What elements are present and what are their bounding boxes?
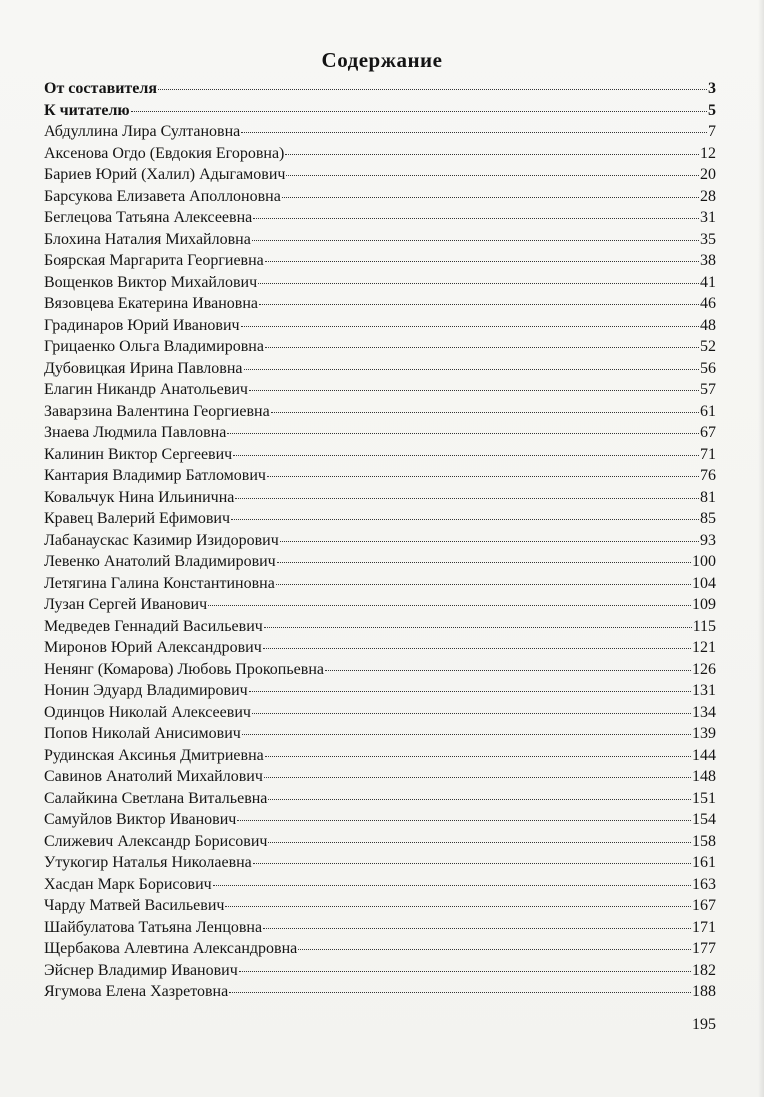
toc-entry-page: 56 xyxy=(700,359,716,377)
dot-leader xyxy=(286,175,699,176)
toc-entry xyxy=(44,100,716,122)
toc-entry xyxy=(44,874,716,896)
dot-leader xyxy=(282,197,699,198)
dot-leader xyxy=(241,132,707,133)
toc-entry-page: 151 xyxy=(692,789,716,807)
toc-entry-page: 126 xyxy=(692,660,716,678)
toc-entry xyxy=(44,164,716,186)
toc-entry-title: Летягина Галина Константиновна xyxy=(44,574,275,592)
toc-entry-title: Левенко Анатолий Владимирович xyxy=(44,553,276,570)
toc-entry xyxy=(44,530,716,552)
dot-leader xyxy=(249,691,691,692)
toc-entry-title: Салайкина Светлана Витальевна xyxy=(44,789,268,807)
toc-entry xyxy=(44,917,716,939)
toc-entry xyxy=(44,465,716,487)
toc-entry-title: Попов Николай Анисимович xyxy=(44,725,241,742)
dot-leader xyxy=(242,734,691,735)
toc-entry-page: 67 xyxy=(700,424,716,441)
toc-entry-title: Беглецова Татьяна Алексеевна xyxy=(44,209,253,226)
dot-leader xyxy=(325,670,691,671)
toc-entry-title: Рудинская Аксинья Дмитриевна xyxy=(44,746,264,764)
toc-entry-page: 31 xyxy=(700,209,716,226)
toc-entry-page: 76 xyxy=(700,467,716,484)
toc-entry-title: Савинов Анатолий Михайлович xyxy=(44,768,263,785)
toc-entry-title: Эйснер Владимир Иванович xyxy=(44,961,238,979)
toc-entry-page: 71 xyxy=(700,445,716,463)
toc-entry-title: Медведев Геннадий Васильевич xyxy=(44,617,263,635)
dot-leader xyxy=(227,433,699,434)
toc-entry xyxy=(44,508,716,530)
toc-entry-title: Ненянг (Комарова) Любовь Прокопьевна xyxy=(44,660,324,678)
toc-entry-page: 171 xyxy=(692,918,716,936)
toc-entry-page: 134 xyxy=(692,703,716,721)
toc-entry xyxy=(44,938,716,960)
dot-leader xyxy=(225,906,691,907)
toc-entry-page: 115 xyxy=(692,617,716,635)
toc-entry-page: 5 xyxy=(708,101,716,119)
toc-entry xyxy=(44,358,716,380)
dot-leader xyxy=(298,949,691,950)
dot-leader xyxy=(267,476,699,477)
toc-entry xyxy=(44,960,716,982)
toc-entry-page: 177 xyxy=(692,940,716,957)
toc-entry-page: 20 xyxy=(700,166,716,183)
toc-entry xyxy=(44,616,716,638)
toc-entry-page: 158 xyxy=(692,832,716,850)
toc-entry-page: 104 xyxy=(692,574,716,592)
dot-leader xyxy=(264,627,692,628)
toc-entry xyxy=(44,723,716,745)
toc-entry-page: 148 xyxy=(692,768,716,785)
toc-entry-title: Щербакова Алевтина Александровна xyxy=(44,940,298,957)
toc-entry-page: 3 xyxy=(708,80,716,97)
dot-leader xyxy=(258,283,699,284)
toc-entry xyxy=(44,573,716,595)
toc-entry-title: Дубовицкая Ирина Павловна xyxy=(44,359,243,377)
toc-entry xyxy=(44,207,716,229)
toc-entry-title: Аксенова Огдо (Евдокия Егоровна) xyxy=(44,144,285,162)
toc-entry-title: Боярская Маргарита Георгиевна xyxy=(44,252,264,269)
dot-leader xyxy=(235,498,699,499)
toc-entry xyxy=(44,487,716,509)
toc-entry xyxy=(44,809,716,831)
toc-entry-title: Кравец Валерий Ефимович xyxy=(44,510,231,527)
toc-entry-title: Самуйлов Виктор Иванович xyxy=(44,811,237,828)
toc-entry-title: Лабанаускас Казимир Изидорович xyxy=(44,531,279,549)
toc-entry-title: Чарду Матвей Васильевич xyxy=(44,897,225,914)
toc-entry xyxy=(44,250,716,272)
toc-entry-title: Кантария Владимир Батломович xyxy=(44,467,266,484)
toc-entry-page: 85 xyxy=(700,510,716,527)
toc-entry-page: 38 xyxy=(700,252,716,269)
dot-leader xyxy=(263,928,691,929)
toc-entry-page: 182 xyxy=(692,961,716,979)
dot-leader xyxy=(239,971,691,972)
toc-entry xyxy=(44,895,716,917)
dot-leader xyxy=(277,562,691,563)
toc-entry-title: Лузан Сергей Иванович xyxy=(44,596,208,613)
dot-leader xyxy=(264,777,691,778)
toc-entry xyxy=(44,659,716,681)
dot-leader xyxy=(263,648,691,649)
toc-entry-page: 139 xyxy=(692,725,716,742)
dot-leader xyxy=(271,412,699,413)
dot-leader xyxy=(265,347,699,348)
dot-leader xyxy=(259,304,699,305)
toc-entry-title: Калинин Виктор Сергеевич xyxy=(44,445,233,463)
toc-entry xyxy=(44,379,716,401)
toc-entry-title: Вязовцева Екатерина Ивановна xyxy=(44,295,259,312)
toc-entry-page: 93 xyxy=(700,531,716,549)
toc-entry-page: 52 xyxy=(700,338,716,355)
toc-entry-title: К читателю xyxy=(44,101,130,119)
toc-entry-page: 61 xyxy=(700,402,716,420)
dot-leader xyxy=(131,111,707,112)
toc-entry-title: Нонин Эдуард Владимирович xyxy=(44,682,248,699)
toc-entry xyxy=(44,745,716,767)
toc-entry-page: 154 xyxy=(692,811,716,828)
dot-leader xyxy=(252,713,691,714)
toc-entry xyxy=(44,702,716,724)
toc-entry-title: Заварзина Валентина Георгиевна xyxy=(44,402,270,420)
dot-leader xyxy=(285,154,699,155)
toc-entry xyxy=(44,78,716,100)
page-title: Содержание xyxy=(321,48,443,72)
page-edge-shadow xyxy=(758,0,764,1097)
toc-entry xyxy=(44,272,716,294)
toc-entry xyxy=(44,293,716,315)
toc-entry-page: 35 xyxy=(700,230,716,248)
toc-entry-page: 188 xyxy=(692,983,716,1000)
toc-entry-title: Ковальчук Нина Ильинична xyxy=(44,488,235,506)
dot-leader xyxy=(276,584,691,585)
toc-entry-title: Блохина Наталия Михайловна xyxy=(44,230,251,248)
toc-entry-title: Знаева Людмила Павловна xyxy=(44,424,227,441)
toc-entry xyxy=(44,422,716,444)
toc-entry xyxy=(44,981,716,1003)
toc-entry-title: Вощенков Виктор Михайлович xyxy=(44,273,258,291)
toc-entry xyxy=(44,594,716,616)
dot-leader xyxy=(280,541,699,542)
toc-entry-title: Елагин Никандр Анатольевич xyxy=(44,381,248,398)
toc-entry xyxy=(44,315,716,337)
toc-entry xyxy=(44,551,716,573)
toc-entry-page: 144 xyxy=(692,746,716,764)
toc-entry-title: Одинцов Николай Алексеевич xyxy=(44,703,251,721)
dot-leader xyxy=(241,326,699,327)
dot-leader xyxy=(229,992,691,993)
dot-leader xyxy=(213,885,691,886)
toc-entry-page: 41 xyxy=(700,273,716,291)
dot-leader xyxy=(237,820,691,821)
toc-entry xyxy=(44,143,716,165)
dot-leader xyxy=(265,756,691,757)
toc-entry-title: Утукогир Наталья Николаевна xyxy=(44,854,252,871)
toc-entry-title: От составителя xyxy=(44,80,158,97)
toc-entry-page: 163 xyxy=(692,875,716,893)
toc-entry-title: Барсукова Елизавета Аполлоновна xyxy=(44,187,281,205)
dot-leader xyxy=(249,390,699,391)
toc-entry-page: 131 xyxy=(692,682,716,699)
page-number: 195 xyxy=(692,1016,716,1033)
toc-entry-page: 57 xyxy=(700,381,716,398)
toc-entry-page: 28 xyxy=(700,187,716,205)
toc-entry xyxy=(44,229,716,251)
toc-entry xyxy=(44,186,716,208)
toc-entry-title: Бариев Юрий (Халил) Адыгамович xyxy=(44,166,286,183)
dot-leader xyxy=(268,842,691,843)
toc-entry-page: 81 xyxy=(700,488,716,506)
toc-entry-title: Грицаенко Ольга Владимировна xyxy=(44,338,264,355)
toc-entry xyxy=(44,444,716,466)
toc-entry xyxy=(44,336,716,358)
dot-leader xyxy=(252,240,699,241)
dot-leader xyxy=(253,218,699,219)
toc-entry-title: Хасдан Марк Борисович xyxy=(44,875,212,893)
dot-leader xyxy=(208,605,691,606)
toc-entry-title: Ягумова Елена Хазретовна xyxy=(44,983,229,1000)
toc-entry xyxy=(44,831,716,853)
toc-entry-page: 121 xyxy=(692,639,716,656)
table-of-contents xyxy=(44,78,716,1003)
dot-leader xyxy=(253,863,691,864)
toc-entry xyxy=(44,637,716,659)
toc-entry xyxy=(44,401,716,423)
toc-entry-page: 46 xyxy=(700,295,716,312)
toc-entry-page: 161 xyxy=(692,854,716,871)
dot-leader xyxy=(265,261,699,262)
toc-entry xyxy=(44,121,716,143)
toc-entry xyxy=(44,680,716,702)
toc-entry-title: Слижевич Александр Борисович xyxy=(44,832,268,850)
dot-leader xyxy=(244,369,700,370)
toc-entry xyxy=(44,766,716,788)
toc-entry-page: 12 xyxy=(700,144,716,162)
toc-entry-page: 109 xyxy=(692,596,716,613)
dot-leader xyxy=(233,455,699,456)
toc-entry-title: Миронов Юрий Александрович xyxy=(44,639,262,656)
toc-entry xyxy=(44,788,716,810)
toc-entry xyxy=(44,852,716,874)
toc-entry-page: 100 xyxy=(692,553,716,570)
toc-entry-page: 167 xyxy=(692,897,716,914)
toc-entry-page: 48 xyxy=(700,316,716,334)
toc-entry-title: Градинаров Юрий Иванович xyxy=(44,316,240,334)
toc-entry-title: Абдуллина Лира Султановна xyxy=(44,123,241,140)
toc-entry-title: Шайбулатова Татьяна Ленцовна xyxy=(44,918,263,936)
dot-leader xyxy=(268,799,691,800)
dot-leader xyxy=(158,89,707,90)
toc-entry-page: 7 xyxy=(708,123,716,140)
dot-leader xyxy=(231,519,699,520)
